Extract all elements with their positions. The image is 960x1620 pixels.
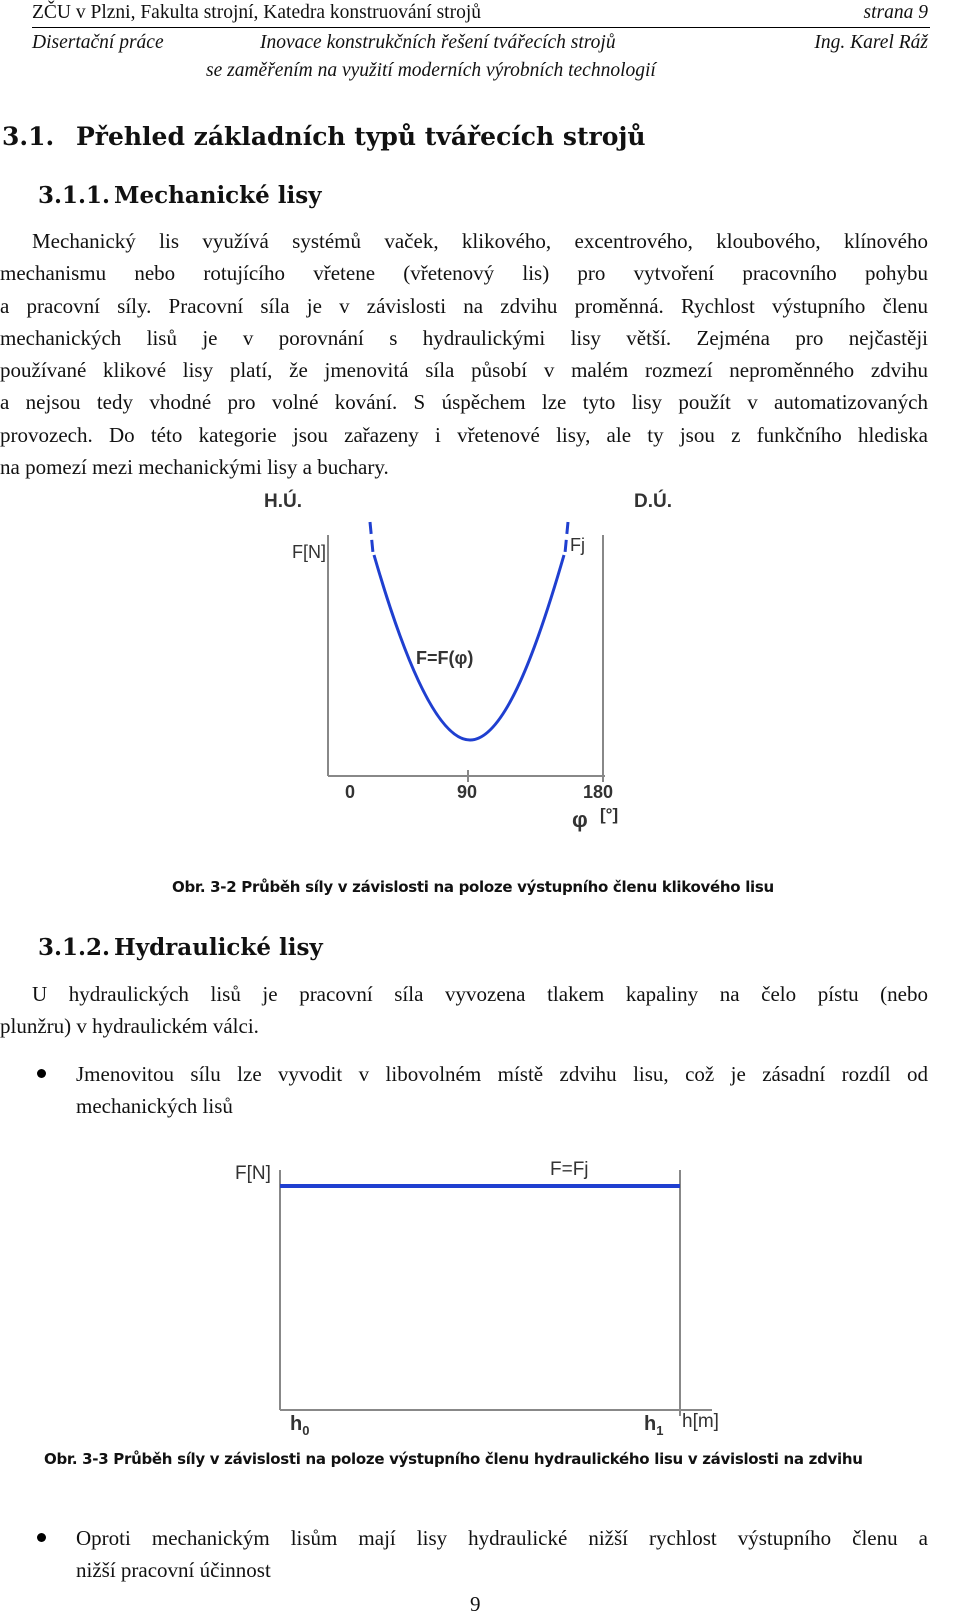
axis-phi-label: φ [572, 807, 588, 832]
text-line: používané klikové lisy platí, že jmenovitá síla působí v malém rozmezí neproměnného zdvihu [0, 358, 928, 383]
text-line: U hydraulických lisů je pracovní síla vyvozena tlakem kapaliny na čelo pístu (nebo [32, 982, 928, 1006]
label-du: D.Ú. [634, 491, 672, 512]
text-line: plunžru) v hydraulickém válci. [0, 1014, 259, 1039]
text-line: na pomezí mezi mechanickými lisy a buchary. [0, 455, 389, 480]
label-fn-2: F[N] [235, 1163, 271, 1184]
header-doc-type: Disertační práce [32, 32, 164, 53]
text-line: provozech. Do této kategorie jsou zařazeny i vřetenové lisy, ale ty jsou z funkčního hlediska [0, 422, 928, 447]
text-line: mechanismu nebo rotujícího vřetene (vřetenový lis) pro vytvoření pracovního pohybu [0, 261, 928, 286]
label-h1 [644, 1413, 663, 1438]
label-hm: h[m] [682, 1411, 719, 1432]
label-fj: Fj [570, 535, 585, 555]
text-line: Jmenovitou sílu lze vyvodit v libovolném místě zdvihu lisu, což je zásadní rozdíl od [76, 1062, 928, 1086]
label-f-fj: F=Fj [550, 1159, 589, 1180]
bullet-item-1 [76, 1058, 928, 1123]
hydraulic-press-chart [230, 1145, 750, 1435]
subsection-number-2: 3.1.2. [38, 934, 111, 961]
section-number: 3.1. [2, 122, 55, 151]
header-thesis-title: Inovace konstrukčních řešení tvářecích strojů [260, 32, 616, 53]
figure-caption-1: Obr. 3-2 Průběh síly v závislosti na poloze výstupního členu klikového lisu [172, 878, 774, 896]
text-line: a nejsou tedy vhodné pro volné kování. S úspěchem lze tyto lisy použít v automatizovaných [0, 390, 928, 415]
bullet-item-2 [76, 1522, 928, 1587]
header-page-label: strana 9 [863, 2, 928, 23]
header-institution: ZČU v Plzni, Fakulta strojní, Katedra konstruování strojů [32, 2, 481, 23]
figure-caption-2: Obr. 3-3 Průběh síly v závislosti na poloze výstupního členu hydraulického lisu v závislosti na zdvihu [44, 1450, 863, 1468]
text-line: a pracovní síly. Pracovní síla je v závislosti na zdvihu proměnná. Rychlost výstupního členu [0, 293, 928, 318]
paragraph-mechanical [0, 225, 928, 483]
page-number: 9 [470, 1592, 481, 1616]
h0-subscript: 0 [302, 1423, 310, 1438]
tick-label-0: 0 [345, 782, 356, 802]
tick-label-90: 90 [457, 782, 478, 802]
subsection-title: Mechanické lisy [114, 182, 322, 209]
figure-crank-press [250, 485, 710, 850]
section-title: Přehled základních typů tvářecích strojů [76, 122, 646, 151]
label-hu: H.Ú. [264, 491, 302, 512]
text-line: Mechanický lis využívá systémů vaček, klikového, excentrového, kloubového, klínového [32, 229, 928, 253]
header-rule [32, 27, 930, 28]
h0-letter: h [290, 1413, 303, 1435]
figure-hydraulic-press [230, 1145, 750, 1438]
text-line: nižší pracovní účinnost [76, 1558, 271, 1583]
subsection-number: 3.1.1. [38, 182, 111, 209]
h1-letter: h [644, 1413, 657, 1435]
axis-unit-label: [°] [600, 805, 619, 824]
crank-press-chart [250, 485, 710, 850]
text-line: mechanických lisů [76, 1094, 233, 1119]
text-line: Oproti mechanickým lisům mají lisy hydraulické nižší rychlost výstupního členu a [76, 1526, 928, 1550]
label-fn: F[N] [292, 542, 326, 562]
h1-subscript: 1 [656, 1423, 664, 1438]
bullet-dot [37, 1533, 46, 1542]
bullet-dot [37, 1069, 46, 1078]
tick-label-180: 180 [583, 782, 614, 802]
paragraph-hydraulic [0, 978, 928, 1043]
header-author: Ing. Karel Ráž [814, 32, 928, 53]
subsection-title-2: Hydraulické lisy [114, 934, 323, 961]
dashed-right-end [565, 522, 568, 553]
text-line: mechanických lisů je v porovnání s hydraulickými lisy větší. Zejména pro nejčastěji [0, 325, 928, 350]
label-h0 [290, 1413, 309, 1438]
dashed-left-end [370, 522, 373, 553]
label-curve: F=F(φ) [416, 648, 474, 668]
header-subtitle: se zaměřením na využití moderních výrobních technologií [206, 60, 656, 81]
